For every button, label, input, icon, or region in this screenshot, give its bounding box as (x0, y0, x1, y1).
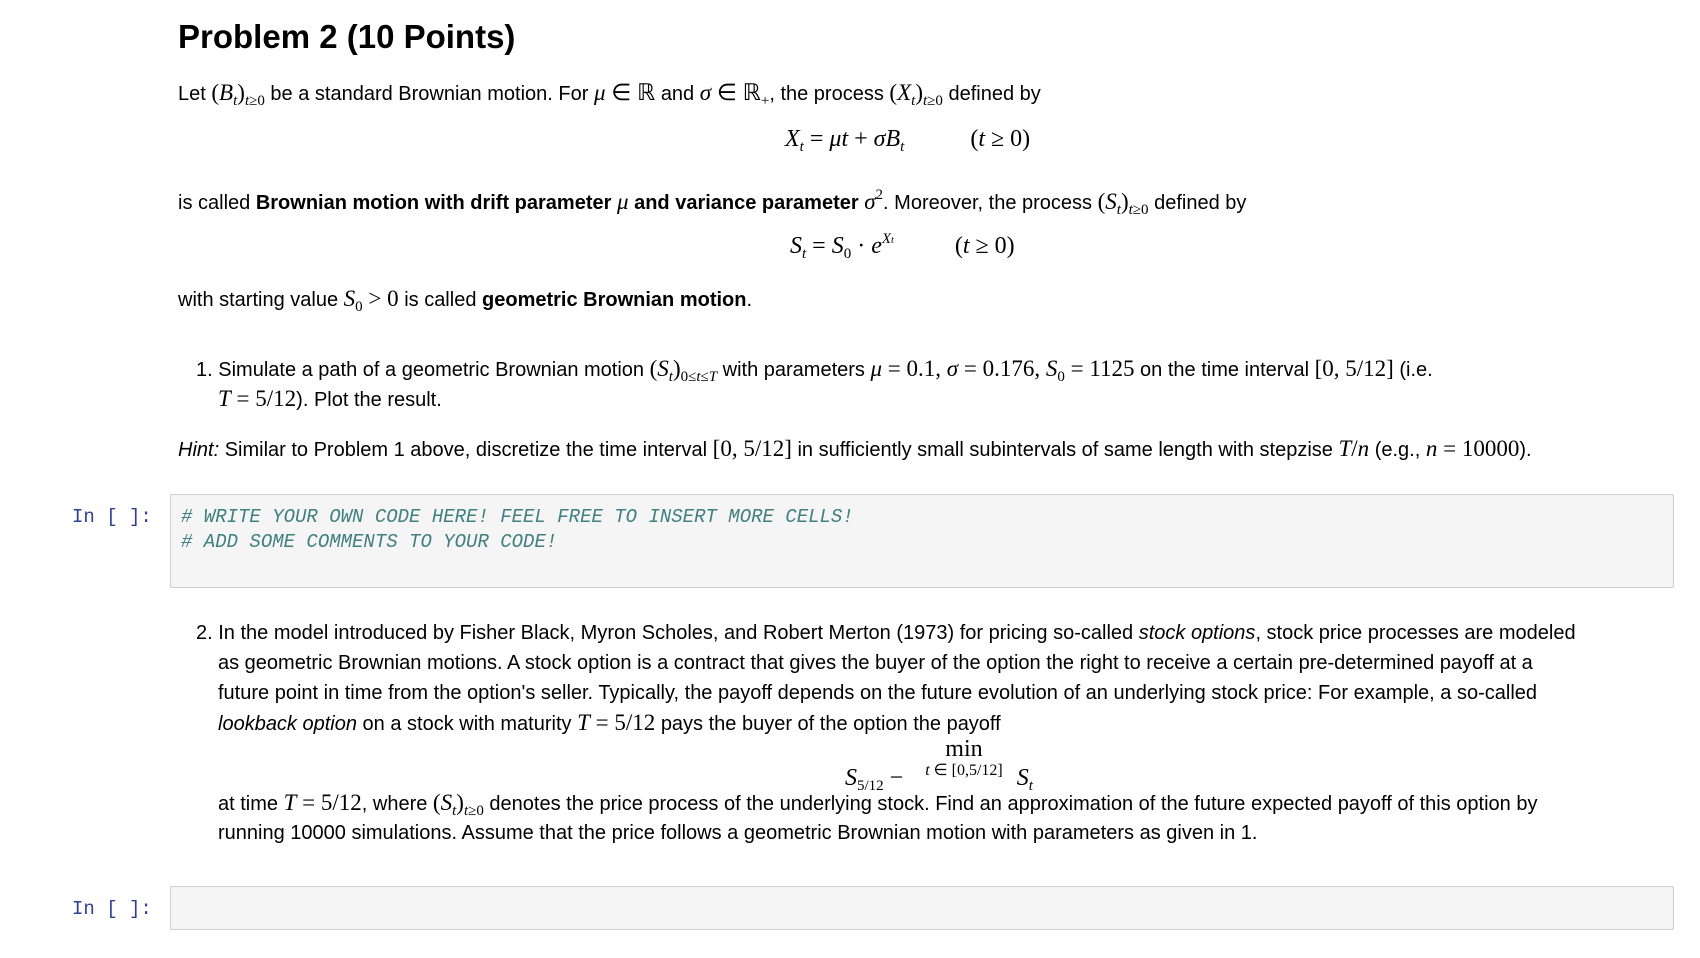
italic-term: lookback option (218, 713, 357, 735)
task-2-line-2: as geometric Brownian motions. A stock option is a contract that gives the buyer of the option the right to receive a certain pre-determined payoff at a (218, 652, 1533, 674)
cell-prompt: In [ ]: (72, 898, 152, 920)
hint-text: in sufficiently small subintervals of same length with stepzise (797, 439, 1333, 461)
intro-paragraph-3 (178, 284, 1678, 322)
cell-prompt: In [ ]: (72, 506, 152, 528)
bold-term: and variance parameter (634, 192, 859, 214)
task-text: , where (361, 793, 428, 815)
intro-text: . Moreover, the process (883, 192, 1093, 214)
math-X-process: $(X_t)_{t\ge 0}$ (889, 80, 943, 109)
task-number: 2. (196, 622, 213, 644)
task-1-hint (178, 434, 1678, 465)
intro-text: , the process (769, 83, 884, 105)
italic-term: stock options (1138, 622, 1256, 644)
hint-text: (e.g., (1374, 439, 1421, 461)
task-number: 1. (196, 359, 213, 381)
intro-text: is called (404, 289, 477, 311)
task-text: with parameters (722, 359, 865, 381)
min-operator: min $^{t \in [0,5/12]}$ (925, 736, 1003, 779)
equation-X-t: $X_t = \mu t + \sigma B_t$ (t ≥ 0) (785, 126, 1031, 155)
bold-term: Brownian motion with drift parameter (255, 192, 612, 214)
math-T-value: T = 5/12 (577, 710, 656, 735)
math-S-process: $(S_t)_{t\ge 0}$ (1097, 189, 1149, 218)
task-text: on the time interval (1140, 359, 1310, 381)
task-text: at time (218, 793, 279, 815)
code-cell-2[interactable] (170, 886, 1674, 930)
task-text: pays the buyer of the option the payoff (660, 713, 1001, 735)
intro-paragraph-1 (178, 78, 1678, 116)
math-sigma-in-Rplus: σ ∈ ℝ$_+$ (699, 80, 770, 109)
task-text: ). Plot the result. (296, 389, 442, 411)
math-S-process: $(S_t)_{t\ge 0}$ (432, 790, 484, 819)
intro-text: is called (178, 192, 251, 214)
intro-paragraph-2 (178, 180, 1678, 225)
code-comment-line: # ADD SOME COMMENTS TO YOUR CODE! (181, 531, 558, 553)
task-text: Simulate a path of a geometric Brownian motion (218, 359, 645, 381)
hint-label: Hint: (178, 439, 220, 461)
math-sigma-squared: $\sigma^2$ (864, 187, 884, 214)
task-text: In the model introduced by Fisher Black, Myron Scholes, and Robert Merton (1973) for pricing so-called (218, 622, 1134, 644)
code-cell-1[interactable] (170, 494, 1674, 588)
math-S0-positive: $S_0 > 0$ (343, 286, 399, 315)
intro-text: and (660, 83, 695, 105)
math-parameters: μ = 0.1, σ = 0.176, $S_0 = 1125$ (870, 356, 1135, 385)
math-interval: [0, 5/12] (712, 436, 792, 461)
task-2-line-4 (218, 708, 1678, 739)
task-2-line-6: running 10000 simulations. Assume that the price follows a geometric Brownian motion with parameters as given in 1. (218, 822, 1258, 844)
page-title: Problem 2 (10 Points) (178, 18, 516, 55)
task-1-continued (218, 384, 1678, 415)
math-T-value: T = 5/12 (218, 386, 297, 411)
intro-text: defined by (1154, 192, 1247, 214)
intro-text: . (746, 289, 753, 311)
math-B-process: $(B_t)_{t\ge 0}$ (211, 80, 265, 109)
code-comment-line: # WRITE YOUR OWN CODE HERE! FEEL FREE TO INSERT MORE CELLS! (181, 506, 854, 528)
intro-text: be a standard Brownian motion. For (270, 83, 589, 105)
math-n-value: n = 10000 (1425, 436, 1520, 461)
math-mu-in-R: μ ∈ ℝ (593, 80, 656, 105)
math-stepsize: T/n (1338, 436, 1370, 461)
hint-text: Similar to Problem 1 above, discretize the time interval (224, 439, 708, 461)
math-mu: μ (616, 189, 629, 214)
task-text: on a stock with maturity (362, 713, 572, 735)
hint-text: ). (1519, 439, 1532, 461)
math-interval: [0, 5/12] (1314, 356, 1394, 381)
equation-S-t: $S_t = S_0 \cdot e^{Xt}$ (t ≥ 0) (790, 231, 1015, 262)
task-text: , stock price processes are modeled (1255, 622, 1576, 644)
bold-term: geometric Brownian motion (482, 289, 747, 311)
task-2-line-3: future point in time from the option's seller. Typically, the payoff depends on the future evolution of an underlying stock price: For example, a so-called (218, 682, 1538, 704)
math-T-value: T = 5/12 (283, 790, 362, 815)
code-editor[interactable] (181, 505, 854, 555)
task-2 (196, 618, 1676, 648)
intro-text: defined by (948, 83, 1041, 105)
math-S-interval-process: $(S_t)_{0\le t\le T}$ (649, 356, 718, 385)
task-text: (i.e. (1399, 359, 1433, 381)
task-text: denotes the price process of the underlying stock. Find an approximation of the future expected payoff of this option by (489, 793, 1538, 815)
intro-text: Let (178, 83, 206, 105)
equation-payoff: $S_{5/12} - \min$ $^{t \in [0,5/12]}$ $S_t$ (845, 736, 1033, 794)
intro-text: with starting value (178, 289, 339, 311)
